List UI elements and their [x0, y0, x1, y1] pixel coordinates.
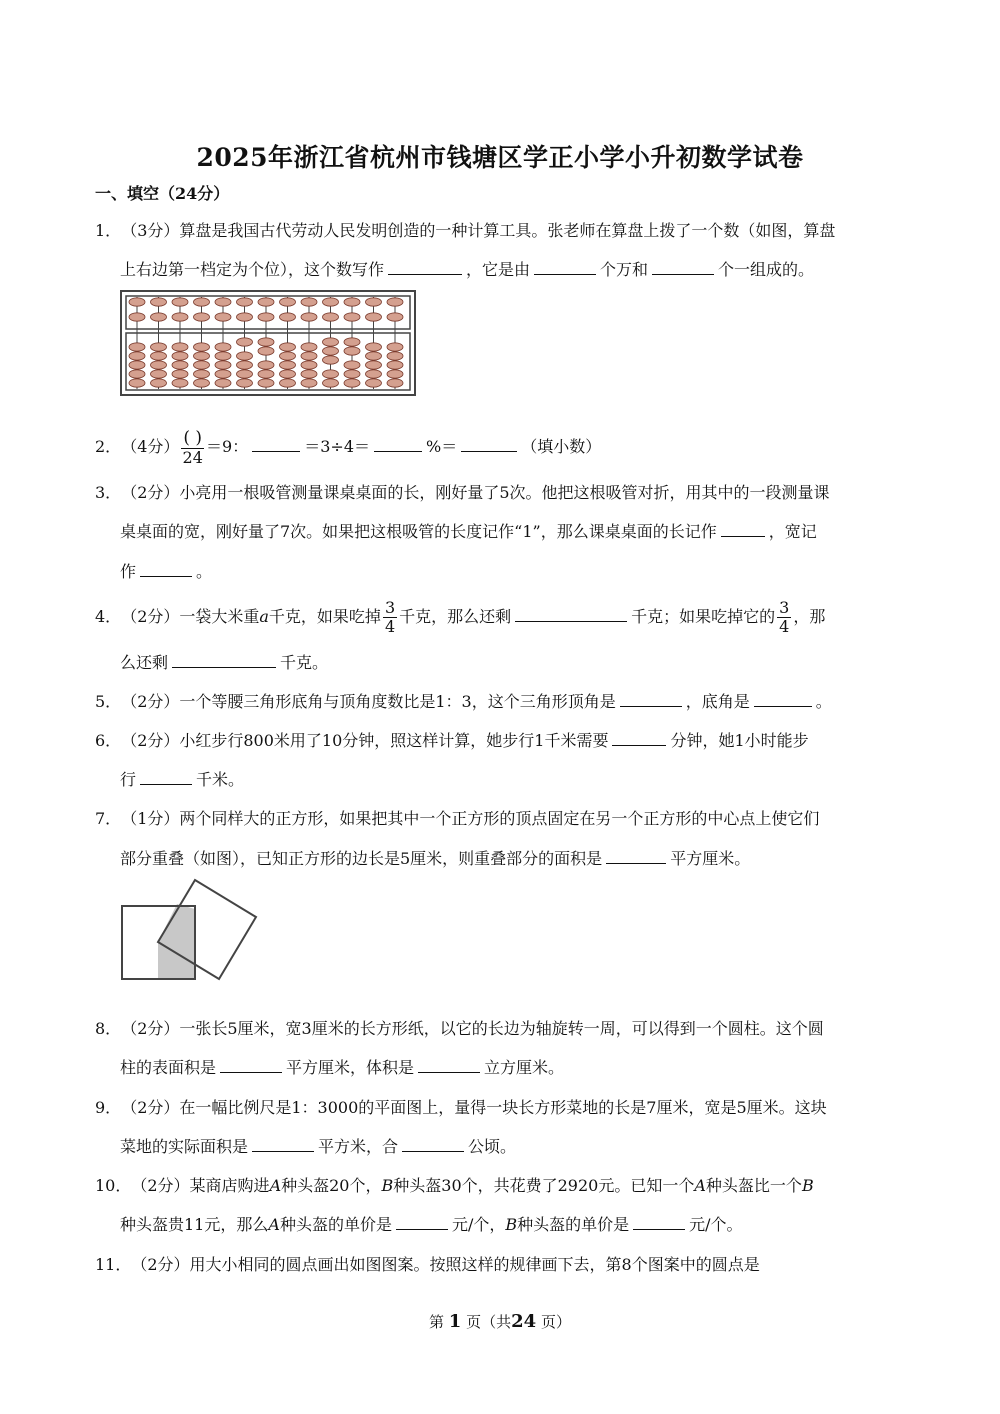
answer-blank[interactable] [612, 731, 666, 746]
answer-blank[interactable] [754, 692, 812, 707]
answer-blank[interactable] [252, 1137, 314, 1152]
abacus-bead [237, 361, 253, 369]
abacus-bead [237, 352, 253, 360]
abacus-bead [151, 370, 167, 378]
answer-blank[interactable] [220, 1058, 282, 1073]
abacus-bead [280, 370, 296, 378]
abacus-bead [151, 352, 167, 360]
abacus-bead [323, 298, 339, 306]
abacus-bead [151, 298, 167, 306]
abacus-bead [194, 343, 210, 351]
abacus-bead [366, 379, 382, 387]
abacus-bead [172, 343, 188, 351]
abacus-bead [129, 343, 145, 351]
answer-blank[interactable] [140, 770, 192, 785]
question-10-line-2: 种头盔贵11元，那么A种头盔的单价是 元/个，B种头盔的单价是 元/个。 [120, 1215, 743, 1234]
abacus-bead [258, 338, 274, 346]
abacus-bead [151, 361, 167, 369]
abacus-bead [280, 352, 296, 360]
fraction: $\frac{3}{4}$ [384, 598, 396, 636]
question-1-line-1: 1．（3分）算盘是我国古代劳动人民发明创造的一种计算工具。张老师在算盘上拨了一个数（如图，算盘 [95, 221, 836, 240]
answer-blank[interactable] [620, 692, 682, 707]
abacus-bead [258, 313, 274, 321]
abacus-bead [129, 352, 145, 360]
abacus-bead [323, 356, 339, 364]
abacus-bead [258, 361, 274, 369]
page-number: 1 [448, 1311, 462, 1332]
abacus-bead [344, 313, 360, 321]
abacus-bead [237, 370, 253, 378]
abacus-bead [258, 370, 274, 378]
abacus-bead [344, 338, 360, 346]
question-4-line-1: 4．（2分）一袋大米重a千克，如果吃掉 $\frac{3}{4}$ 千克，那么还剩 千克；如果吃掉它的 $\frac{3}{4}$ ，那 [95, 598, 826, 636]
abacus-bead [172, 313, 188, 321]
abacus-bead [344, 361, 360, 369]
abacus-bead [129, 379, 145, 387]
answer-blank[interactable] [396, 1215, 448, 1230]
abacus-bead [215, 343, 231, 351]
abacus-bead [215, 361, 231, 369]
abacus-bead [129, 370, 145, 378]
abacus-bead [280, 361, 296, 369]
abacus-bead [323, 347, 339, 355]
abacus-bead [387, 313, 403, 321]
abacus-bead [366, 352, 382, 360]
abacus-bead [151, 313, 167, 321]
abacus-bead [323, 379, 339, 387]
overlapping-squares-figure [118, 876, 264, 986]
abacus-bead [366, 361, 382, 369]
answer-blank[interactable] [402, 1137, 464, 1152]
abacus-bead [387, 298, 403, 306]
abacus-bead [323, 370, 339, 378]
abacus-bead [237, 338, 253, 346]
question-5: 5．（2分）一个等腰三角形底角与顶角度数比是1：3，这个三角形顶角是 ，底角是 。 [95, 692, 832, 711]
abacus-bead [301, 313, 317, 321]
question-3-line-1: 3．（2分）小亮用一根吸管测量课桌桌面的长，刚好量了5次。他把这根吸管对折，用其中的一段测量课 [95, 483, 830, 502]
section-heading: 一、填空（24分） [95, 184, 230, 203]
question-7-line-1: 7．（1分）两个同样大的正方形，如果把其中一个正方形的顶点固定在另一个正方形的中心点上使它们 [95, 809, 820, 828]
abacus-bead [280, 379, 296, 387]
abacus-bead [344, 298, 360, 306]
question-9-line-1: 9．（2分）在一幅比例尺是1：3000的平面图上，量得一块长方形菜地的长是7厘米，宽是5厘米。这块 [95, 1098, 827, 1117]
question-9-line-2: 菜地的实际面积是 平方米，合 公顷。 [120, 1137, 517, 1156]
abacus-bead [258, 379, 274, 387]
abacus-bead [258, 347, 274, 355]
abacus-bead [151, 379, 167, 387]
abacus-bead [366, 343, 382, 351]
abacus-bead [301, 379, 317, 387]
page-title: 2025年浙江省杭州市钱塘区学正小学小升初数学试卷 [196, 143, 804, 172]
abacus-bead [215, 313, 231, 321]
abacus-bead [129, 361, 145, 369]
page-footer: 第 1 页（共24 页） [429, 1311, 571, 1332]
fraction: $\frac{( )}{24}$ [182, 427, 203, 467]
abacus-bead [237, 379, 253, 387]
abacus-bead [194, 298, 210, 306]
abacus-bead [194, 352, 210, 360]
abacus-figure [120, 290, 416, 396]
page-total: 24 [511, 1311, 537, 1332]
abacus-bead [323, 313, 339, 321]
answer-blank[interactable] [461, 437, 517, 452]
answer-blank[interactable] [633, 1215, 685, 1230]
overlap-region [158, 904, 195, 979]
abacus-bead [194, 370, 210, 378]
answer-blank[interactable] [606, 849, 666, 864]
abacus-bead [215, 379, 231, 387]
abacus-bead [387, 361, 403, 369]
abacus-bead [172, 361, 188, 369]
abacus-bead [129, 298, 145, 306]
abacus-bead [172, 298, 188, 306]
question-8-line-1: 8．（2分）一张长5厘米，宽3厘米的长方形纸，以它的长边为轴旋转一周，可以得到一个圆柱。这个圆 [95, 1019, 824, 1038]
answer-blank[interactable] [721, 522, 765, 537]
answer-blank[interactable] [534, 260, 596, 275]
abacus-bead [194, 313, 210, 321]
abacus-bead [280, 298, 296, 306]
abacus-bead [280, 313, 296, 321]
abacus-bead [366, 298, 382, 306]
question-3-line-3: 作 。 [120, 562, 213, 581]
abacus-bead [258, 298, 274, 306]
abacus-bead [172, 379, 188, 387]
abacus-bead [366, 370, 382, 378]
abacus-bead [215, 298, 231, 306]
question-11-line-1: 11．（2分）用大小相同的圆点画出如图图案。按照这样的规律画下去，第8个图案中的圆点是 [95, 1255, 760, 1274]
answer-blank[interactable] [374, 437, 422, 452]
answer-blank[interactable] [652, 260, 714, 275]
abacus-bead [215, 352, 231, 360]
abacus-bead [129, 313, 145, 321]
abacus-bead [237, 298, 253, 306]
abacus-bead [301, 370, 317, 378]
abacus-bead [387, 343, 403, 351]
abacus-bead [301, 352, 317, 360]
answer-blank[interactable] [172, 653, 276, 668]
abacus-bead [151, 343, 167, 351]
fraction: $\frac{3}{4}$ [779, 598, 790, 636]
abacus-bead [172, 370, 188, 378]
abacus-bead [172, 352, 188, 360]
abacus-bead [387, 379, 403, 387]
abacus-bead [194, 361, 210, 369]
answer-blank[interactable] [252, 437, 300, 452]
abacus-bead [387, 370, 403, 378]
question-6-line-2: 行 千米。 [120, 770, 245, 789]
abacus-bead [387, 352, 403, 360]
question-1-line-2: 上右边第一档定为个位），这个数写作 ，它是由 个万和 个一组成的。 [120, 260, 815, 279]
abacus-bead [366, 313, 382, 321]
abacus-bead [194, 379, 210, 387]
abacus-bead [280, 343, 296, 351]
question-7-line-2: 部分重叠（如图），已知正方形的边长是5厘米，则重叠部分的面积是 平方厘米。 [120, 849, 751, 868]
abacus-bead [301, 343, 317, 351]
abacus-bead [344, 370, 360, 378]
abacus-bead [237, 313, 253, 321]
abacus-bead [323, 338, 339, 346]
abacus-bead [301, 298, 317, 306]
question-4-line-2: 么还剩 千克。 [120, 653, 329, 672]
abacus-bead [301, 361, 317, 369]
question-8-line-2: 柱的表面积是 平方厘米，体积是 立方厘米。 [120, 1058, 565, 1077]
answer-blank[interactable] [515, 607, 627, 622]
abacus-bead [215, 370, 231, 378]
question-3-line-2: 桌桌面的宽，刚好量了7次。如果把这根吸管的长度记作“1”，那么课桌桌面的长记作 ，宽记 [120, 522, 817, 541]
answer-blank[interactable] [140, 562, 192, 577]
answer-blank[interactable] [388, 260, 462, 275]
abacus-bead [344, 347, 360, 355]
abacus-bead [344, 379, 360, 387]
question-6-line-1: 6．（2分）小红步行800米用了10分钟，照这样计算，她步行1千米需要 分钟，她1小时能步 [95, 731, 809, 750]
question-2: 2．（4分） $\frac{( )}{24}$ ＝9： ＝3÷4＝ %＝ （填小数） [95, 427, 602, 467]
answer-blank[interactable] [418, 1058, 480, 1073]
question-10-line-1: 10．（2分）某商店购进A种头盔20个，B种头盔30个，共花费了2920元。已知一个A种头盔比一个B [95, 1176, 814, 1195]
